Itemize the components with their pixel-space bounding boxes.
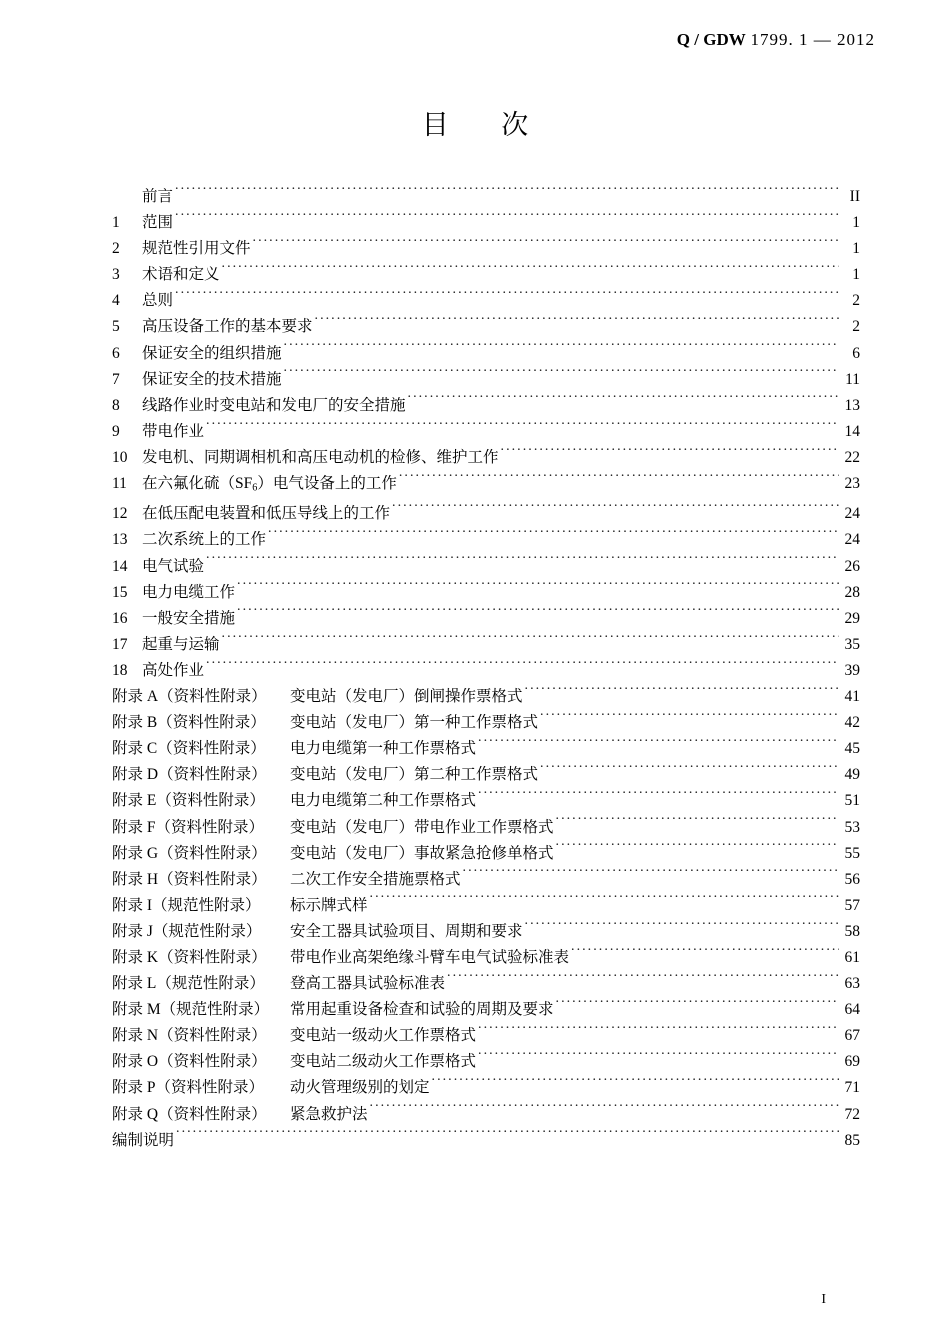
table-of-contents <box>112 184 860 1154</box>
toc-page-number: 55 <box>844 844 860 862</box>
toc-appendix-title: 变电站（发电厂）事故紧急抢修单格式 <box>290 844 554 862</box>
toc-page-number: 56 <box>844 870 860 888</box>
dot-leader <box>175 212 839 228</box>
page-footer <box>0 1292 950 1308</box>
dot-leader <box>540 764 839 780</box>
dot-leader <box>399 473 839 489</box>
dot-leader <box>556 816 839 832</box>
toc-clause-number: 13 <box>112 531 128 549</box>
toc-page-number: 1 <box>852 214 860 232</box>
dot-leader <box>540 712 839 728</box>
toc-appendix-title: 常用起重设备检查和试验的周期及要求 <box>290 1001 554 1019</box>
dot-leader <box>408 394 839 410</box>
toc-clause-label: 起重与运输 <box>142 635 220 653</box>
toc-clause-label: 电力电缆工作 <box>142 583 236 601</box>
toc-page-number: 1 <box>852 240 860 258</box>
toc-appendix-title: 电力电缆第一种工作票格式 <box>290 740 477 758</box>
toc-clause-number: 8 <box>112 396 120 414</box>
toc-entry-appendix[interactable] <box>112 1075 860 1101</box>
toc-entry-clause[interactable] <box>112 632 860 658</box>
dot-leader <box>525 686 839 702</box>
toc-appendix-title: 动火管理级别的划定 <box>290 1079 430 1097</box>
toc-appendix-key: 附录 L（规范性附录） <box>112 975 265 993</box>
dot-leader <box>478 790 839 806</box>
toc-appendix-title: 变电站（发电厂）第二种工作票格式 <box>290 766 539 784</box>
dot-leader <box>315 316 839 332</box>
toc-entry-appendix[interactable] <box>112 971 860 997</box>
dot-leader <box>206 420 839 436</box>
toc-page-number: 1 <box>852 266 860 284</box>
toc-entry-clause[interactable] <box>112 658 860 684</box>
toc-page-number: 49 <box>844 766 860 784</box>
dot-leader <box>463 868 839 884</box>
toc-entry-appendix[interactable] <box>112 893 860 919</box>
footer-page-number: I <box>821 1292 826 1307</box>
dot-leader <box>237 607 839 623</box>
toc-page-number: 22 <box>844 448 860 466</box>
toc-entry-clause[interactable] <box>112 445 860 471</box>
toc-entry-clause[interactable] <box>112 527 860 553</box>
toc-entry-clause[interactable] <box>112 471 860 501</box>
toc-clause-number: 14 <box>112 557 128 575</box>
dot-leader <box>222 264 839 280</box>
toc-entry-clause[interactable] <box>112 236 860 262</box>
toc-appendix-key: 附录 N（资料性附录） <box>112 1027 267 1045</box>
toc-clause-label: 总则 <box>142 292 174 310</box>
toc-entry-clause[interactable] <box>112 288 860 314</box>
toc-clause-number: 15 <box>112 583 128 601</box>
toc-entry-clause[interactable] <box>112 341 860 367</box>
toc-appendix-title: 带电作业高架绝缘斗臂车电气试验标准表 <box>290 948 570 966</box>
toc-page-number: 42 <box>844 714 860 732</box>
toc-clause-number: 9 <box>112 422 120 440</box>
toc-entry-appendix[interactable] <box>112 867 860 893</box>
toc-page-number: 24 <box>844 505 860 523</box>
toc-page-number: 13 <box>844 396 860 414</box>
toc-entry-appendix[interactable] <box>112 736 860 762</box>
toc-page-number: 67 <box>844 1027 860 1045</box>
toc-entry-appendix[interactable] <box>112 815 860 841</box>
toc-clause-number: 4 <box>112 292 120 310</box>
dot-leader <box>284 342 839 358</box>
toc-page-number: 69 <box>844 1053 860 1071</box>
toc-appendix-key: 附录 F（资料性附录） <box>112 818 264 836</box>
page-header <box>0 30 950 50</box>
toc-appendix-key: 附录 G（资料性附录） <box>112 844 267 862</box>
toc-appendix-title: 紧急救护法 <box>290 1105 368 1123</box>
dot-leader <box>501 446 839 462</box>
dot-leader <box>175 290 839 306</box>
dot-leader <box>206 555 839 571</box>
toc-appendix-title: 变电站二级动火工作票格式 <box>290 1053 477 1071</box>
toc-entry-appendix[interactable] <box>112 788 860 814</box>
toc-entry-clause[interactable] <box>112 210 860 236</box>
toc-page-number: 2 <box>852 318 860 336</box>
toc-page-number: 53 <box>844 818 860 836</box>
toc-page-number: 6 <box>852 344 860 362</box>
toc-appendix-title: 变电站（发电厂）第一种工作票格式 <box>290 714 539 732</box>
toc-appendix-key: 附录 C（资料性附录） <box>112 740 266 758</box>
toc-page-number: 72 <box>844 1105 860 1123</box>
toc-entry-appendix[interactable] <box>112 919 860 945</box>
toc-clause-number: 5 <box>112 318 120 336</box>
dot-leader <box>253 238 839 254</box>
toc-clause-label: 一般安全措施 <box>142 609 236 627</box>
dot-leader <box>392 503 839 519</box>
toc-appendix-key: 附录 B（资料性附录） <box>112 714 266 732</box>
toc-page-number: 41 <box>844 688 860 706</box>
toc-appendix-key: 附录 O（资料性附录） <box>112 1053 267 1071</box>
toc-clause-number: 6 <box>112 344 120 362</box>
toc-page-number: 64 <box>844 1001 860 1019</box>
dot-leader <box>284 368 839 384</box>
toc-appendix-key: 附录 M（规范性附录） <box>112 1001 270 1019</box>
toc-appendix-title: 变电站一级动火工作票格式 <box>290 1027 477 1045</box>
dot-leader <box>447 973 839 989</box>
toc-clause-number: 2 <box>112 240 120 258</box>
dot-leader <box>370 1103 839 1119</box>
dot-leader <box>525 920 839 936</box>
toc-clause-number: 7 <box>112 370 120 388</box>
toc-page-number: II <box>849 188 860 205</box>
toc-entry-clause[interactable] <box>112 419 860 445</box>
dot-leader <box>556 842 839 858</box>
toc-entry-clause[interactable] <box>112 314 860 340</box>
toc-entry-clause[interactable] <box>112 184 860 210</box>
dot-leader <box>478 1051 839 1067</box>
toc-clause-label: 规范性引用文件 <box>142 240 251 258</box>
toc-appendix-key: 附录 H（资料性附录） <box>112 870 267 888</box>
toc-entry-tail[interactable] <box>112 1128 860 1154</box>
standard-number: 1799. 1 — 2012 <box>750 30 875 49</box>
dot-leader <box>556 999 839 1015</box>
toc-clause-number: 10 <box>112 448 128 466</box>
toc-clause-number: 3 <box>112 266 120 284</box>
toc-appendix-title: 标示牌式样 <box>290 896 368 914</box>
dot-leader <box>176 1129 839 1145</box>
dot-leader <box>237 581 839 597</box>
toc-page-number: 35 <box>844 635 860 653</box>
toc-appendix-key: 附录 D（资料性附录） <box>112 766 267 784</box>
toc-entry-clause[interactable] <box>112 262 860 288</box>
toc-entry-clause[interactable] <box>112 393 860 419</box>
toc-clause-label: 保证安全的技术措施 <box>142 370 282 388</box>
toc-appendix-title: 变电站（发电厂）倒闸操作票格式 <box>290 688 523 706</box>
dot-leader <box>206 659 839 675</box>
toc-page-number: 71 <box>844 1079 860 1097</box>
toc-entry-clause[interactable] <box>112 606 860 632</box>
dot-leader <box>175 186 839 202</box>
toc-entry-appendix[interactable] <box>112 1023 860 1049</box>
toc-clause-label: 前言 <box>142 188 174 205</box>
dot-leader <box>478 738 839 754</box>
toc-appendix-key: 附录 E（资料性附录） <box>112 792 265 810</box>
standard-prefix: Q / GDW <box>676 30 746 49</box>
toc-page-number: 58 <box>844 922 860 940</box>
page-title: 目 次 <box>421 110 551 141</box>
toc-entry-appendix[interactable] <box>112 997 860 1023</box>
toc-clause-label: 电气试验 <box>142 557 205 575</box>
toc-page-number: 45 <box>844 740 860 758</box>
toc-page-number: 39 <box>844 661 860 679</box>
toc-clause-label: 高压设备工作的基本要求 <box>142 318 313 336</box>
dot-leader <box>478 1025 839 1041</box>
dot-leader <box>571 946 839 962</box>
toc-appendix-key: 附录 Q（资料性附录） <box>112 1105 267 1123</box>
toc-page-number: 24 <box>844 531 860 549</box>
toc-page-number: 11 <box>845 370 860 388</box>
toc-clause-number: 17 <box>112 635 128 653</box>
toc-page-number: 26 <box>844 557 860 575</box>
toc-page-number: 51 <box>844 792 860 810</box>
toc-appendix-key: 附录 P（资料性附录） <box>112 1079 264 1097</box>
toc-clause-label: 高处作业 <box>142 661 205 679</box>
dot-leader <box>268 529 839 545</box>
toc-page-number: 61 <box>844 948 860 966</box>
toc-entry-appendix[interactable] <box>112 710 860 736</box>
toc-entry-clause[interactable] <box>112 367 860 393</box>
dot-leader <box>222 633 839 649</box>
toc-clause-number: 11 <box>112 475 127 493</box>
toc-page-number: 23 <box>844 475 860 493</box>
dot-leader <box>432 1077 839 1093</box>
dot-leader <box>370 894 839 910</box>
toc-page-number: 63 <box>844 975 860 993</box>
toc-entry-appendix[interactable] <box>112 1049 860 1075</box>
toc-appendix-key: 附录 K（资料性附录） <box>112 948 267 966</box>
toc-clause-label: 发电机、同期调相机和高压电动机的检修、维护工作 <box>142 448 499 466</box>
toc-appendix-key: 附录 I（规范性附录） <box>112 896 261 914</box>
toc-clause-number: 18 <box>112 661 128 679</box>
toc-tail-label: 编制说明 <box>112 1131 175 1149</box>
toc-appendix-title: 登高工器具试验标准表 <box>290 975 446 993</box>
toc-appendix-title: 变电站（发电厂）带电作业工作票格式 <box>290 818 554 836</box>
toc-clause-label: 线路作业时变电站和发电厂的安全措施 <box>142 396 406 414</box>
toc-entry-appendix[interactable] <box>112 684 860 710</box>
toc-clause-label: 术语和定义 <box>142 266 220 284</box>
toc-clause-label: 在低压配电装置和低压导线上的工作 <box>142 505 391 523</box>
sf6-subscript: 6 <box>252 482 258 494</box>
toc-entry-appendix[interactable] <box>112 945 860 971</box>
toc-appendix-key: 附录 A（资料性附录） <box>112 688 267 706</box>
toc-appendix-key: 附录 J（规范性附录） <box>112 922 262 940</box>
toc-page-number: 85 <box>844 1131 860 1149</box>
toc-clause-label: 范围 <box>142 214 174 232</box>
toc-appendix-title: 电力电缆第二种工作票格式 <box>290 792 477 810</box>
toc-page-number: 57 <box>844 896 860 914</box>
toc-entry-clause[interactable] <box>112 554 860 580</box>
toc-page-number: 2 <box>852 292 860 310</box>
toc-clause-label: 带电作业 <box>142 422 205 440</box>
toc-entry-clause[interactable] <box>112 580 860 606</box>
toc-clause-number: 12 <box>112 505 128 523</box>
toc-clause-label: 二次系统上的工作 <box>142 531 267 549</box>
toc-page-number: 28 <box>844 583 860 601</box>
toc-entry-appendix[interactable] <box>112 1102 860 1128</box>
toc-clause-label: 保证安全的组织措施 <box>142 344 282 362</box>
toc-entry-clause[interactable] <box>112 501 860 527</box>
toc-clause-number: 16 <box>112 609 128 627</box>
toc-entry-appendix[interactable] <box>112 841 860 867</box>
toc-appendix-title: 二次工作安全措施票格式 <box>290 870 461 888</box>
toc-appendix-title: 安全工器具试验项目、周期和要求 <box>290 922 523 940</box>
toc-page-number: 14 <box>844 422 860 440</box>
toc-clause-number: 1 <box>112 214 120 232</box>
toc-entry-appendix[interactable] <box>112 762 860 788</box>
toc-page-number: 29 <box>844 609 860 627</box>
toc-clause-label: 在六氟化硫$(SF_6)$电气设备上的工作 <box>142 475 397 494</box>
